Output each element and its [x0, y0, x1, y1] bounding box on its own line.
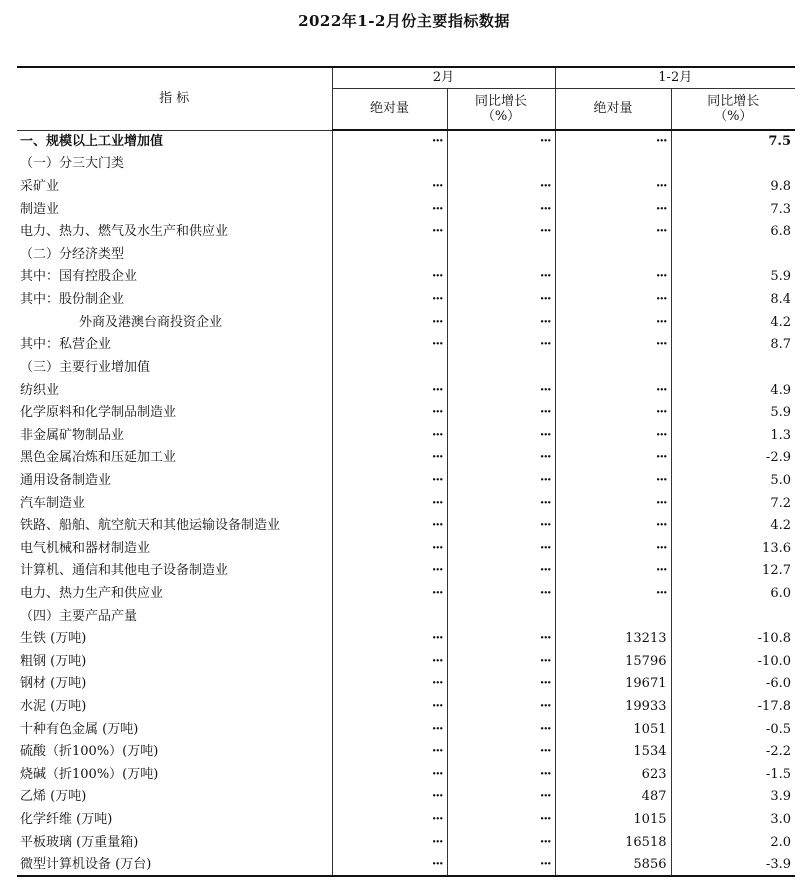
- feb-yoy-value: ···: [447, 469, 555, 492]
- indicator-label: （三）主要行业增加值: [17, 356, 332, 379]
- feb-absolute-value: ···: [332, 695, 447, 718]
- table-row: [17, 153, 795, 176]
- feb-absolute-value: ···: [332, 786, 447, 809]
- indicator-label: 外商及港澳台商投资企业: [17, 311, 332, 334]
- ytd-yoy-value: 8.7: [770, 337, 791, 353]
- table-row: [17, 582, 795, 605]
- indicator-label: 生铁 (万吨): [17, 627, 332, 650]
- ytd-yoy-value: [671, 605, 795, 628]
- indicator-label: 电力、热力生产和供应业: [17, 582, 332, 605]
- feb-absolute-header: 绝对量: [332, 88, 447, 130]
- feb-yoy-value: ···: [447, 808, 555, 831]
- indicator-label: 化学原料和化学制品制造业: [17, 401, 332, 424]
- ytd-absolute-value: ···: [555, 401, 671, 424]
- table-row: [17, 379, 795, 402]
- indicator-label: 十种有色金属 (万吨): [17, 718, 332, 741]
- ytd-yoy-value: 6.8: [770, 224, 791, 240]
- feb-absolute-value: ···: [332, 650, 447, 673]
- ytd-absolute-value: ···: [555, 220, 671, 243]
- indicator-column-header: 指 标: [17, 67, 332, 130]
- ytd-absolute-header: 绝对量: [555, 88, 671, 130]
- feb-absolute-value: ···: [332, 763, 447, 786]
- ytd-yoy-value: [671, 356, 795, 379]
- indicator-label: （二）分经济类型: [17, 243, 332, 266]
- indicator-label: 其中：股份制企业: [17, 288, 332, 311]
- ytd-yoy-value: -0.5: [765, 721, 791, 737]
- table-row: [17, 424, 795, 447]
- indicator-label: 电气机械和器材制造业: [17, 537, 332, 560]
- feb-yoy-value: ···: [447, 401, 555, 424]
- table-row: [17, 763, 795, 786]
- feb-absolute-value: ···: [332, 582, 447, 605]
- feb-yoy-value: ···: [447, 220, 555, 243]
- ytd-absolute-value: [555, 356, 671, 379]
- feb-yoy-value: ···: [447, 175, 555, 198]
- ytd-absolute-value: ···: [555, 379, 671, 402]
- ytd-yoy-value: -2.9: [765, 450, 791, 466]
- feb-absolute-value: ···: [332, 560, 447, 583]
- feb-yoy-value: [447, 605, 555, 628]
- period-header-feb: 2月: [332, 67, 555, 88]
- feb-yoy-value: ···: [447, 695, 555, 718]
- feb-absolute-value: ···: [332, 130, 447, 153]
- indicator-label: 铁路、船舶、航空航天和其他运输设备制造业: [17, 514, 332, 537]
- ytd-yoy-value: -17.8: [757, 699, 791, 715]
- feb-absolute-value: ···: [332, 175, 447, 198]
- feb-absolute-value: ···: [332, 220, 447, 243]
- table-row: [17, 560, 795, 583]
- ytd-yoy-header-line2: （%）: [714, 108, 753, 124]
- ytd-yoy-value: 2.0: [770, 834, 791, 850]
- ytd-yoy-value: 5.9: [770, 269, 791, 285]
- table-row: [17, 808, 795, 831]
- ytd-yoy-value: [671, 243, 795, 266]
- indicator-label: 微型计算机设备 (万台): [17, 854, 332, 877]
- ytd-absolute-value: 1051: [555, 718, 671, 741]
- page-title: 2022年1-2月份主要指标数据: [298, 12, 510, 30]
- ytd-yoy-value: 4.9: [770, 382, 791, 398]
- ytd-yoy-value: 5.9: [770, 405, 791, 421]
- ytd-yoy-value: 4.2: [770, 518, 791, 534]
- ytd-absolute-value: ···: [555, 175, 671, 198]
- feb-absolute-value: [332, 605, 447, 628]
- feb-absolute-value: ···: [332, 401, 447, 424]
- feb-yoy-value: ···: [447, 130, 555, 153]
- ytd-absolute-value: 19933: [555, 695, 671, 718]
- indicator-table: [17, 66, 795, 877]
- ytd-yoy-value: -10.8: [757, 631, 791, 647]
- feb-absolute-value: [332, 356, 447, 379]
- table-row: [17, 198, 795, 221]
- feb-yoy-value: ···: [447, 266, 555, 289]
- period-header-jan-feb: 1-2月: [555, 67, 795, 88]
- feb-absolute-value: ···: [332, 469, 447, 492]
- ytd-absolute-value: 5856: [555, 854, 671, 877]
- ytd-yoy-value: 12.7: [762, 563, 791, 579]
- table-row: [17, 175, 795, 198]
- ytd-yoy-value: 3.9: [770, 789, 791, 805]
- feb-yoy-value: ···: [447, 627, 555, 650]
- ytd-yoy-value: -2.2: [765, 744, 791, 760]
- table-row: [17, 627, 795, 650]
- table-row: [17, 854, 795, 877]
- ytd-absolute-value: ···: [555, 288, 671, 311]
- ytd-absolute-value: ···: [555, 514, 671, 537]
- feb-yoy-value: ···: [447, 424, 555, 447]
- ytd-absolute-value: ···: [555, 447, 671, 470]
- feb-yoy-value: ···: [447, 198, 555, 221]
- feb-yoy-value: ···: [447, 718, 555, 741]
- indicator-label: 钢材 (万吨): [17, 673, 332, 696]
- table-row: [17, 650, 795, 673]
- feb-absolute-value: ···: [332, 740, 447, 763]
- feb-absolute-value: ···: [332, 311, 447, 334]
- table-row: [17, 130, 795, 153]
- feb-yoy-value: ···: [447, 311, 555, 334]
- ytd-absolute-value: ···: [555, 537, 671, 560]
- feb-absolute-value: [332, 153, 447, 176]
- indicator-label: （一）分三大门类: [17, 153, 332, 176]
- table-row: [17, 605, 795, 628]
- feb-yoy-value: ···: [447, 650, 555, 673]
- ytd-absolute-value: 1015: [555, 808, 671, 831]
- feb-yoy-value: [447, 356, 555, 379]
- feb-yoy-header: [447, 88, 555, 130]
- ytd-absolute-value: 15796: [555, 650, 671, 673]
- indicator-label: 非金属矿物制品业: [17, 424, 332, 447]
- indicator-label: 平板玻璃 (万重量箱): [17, 831, 332, 854]
- table-row: [17, 740, 795, 763]
- feb-absolute-value: [332, 243, 447, 266]
- feb-absolute-value: ···: [332, 718, 447, 741]
- indicator-label: 其中：私营企业: [17, 333, 332, 356]
- indicator-label: 采矿业: [17, 175, 332, 198]
- ytd-yoy-value: -3.9: [671, 854, 795, 877]
- ytd-yoy-value: 4.2: [770, 314, 791, 330]
- indicator-label: 水泥 (万吨): [17, 695, 332, 718]
- ytd-absolute-value: ···: [555, 198, 671, 221]
- feb-absolute-value: ···: [332, 288, 447, 311]
- table-header: [17, 67, 795, 130]
- ytd-yoy-value: 13.6: [762, 540, 791, 556]
- ytd-yoy-value: -6.0: [765, 676, 791, 692]
- feb-yoy-value: ···: [447, 786, 555, 809]
- feb-absolute-value: ···: [332, 379, 447, 402]
- feb-yoy-value: [447, 243, 555, 266]
- feb-yoy-value: ···: [447, 447, 555, 470]
- indicator-label: 乙烯 (万吨): [17, 786, 332, 809]
- indicator-label: 化学纤维 (万吨): [17, 808, 332, 831]
- table-row: [17, 447, 795, 470]
- table-row: [17, 673, 795, 696]
- table-row: [17, 514, 795, 537]
- feb-yoy-value: [447, 153, 555, 176]
- ytd-yoy-value: 7.3: [770, 201, 791, 217]
- ytd-yoy-value: -1.5: [765, 766, 791, 782]
- ytd-absolute-value: 487: [555, 786, 671, 809]
- ytd-yoy-value: 9.8: [770, 179, 791, 195]
- ytd-absolute-value: [555, 243, 671, 266]
- indicator-label: 一、规模以上工业增加值: [17, 130, 332, 153]
- indicator-label: 粗钢 (万吨): [17, 650, 332, 673]
- indicator-label: 通用设备制造业: [17, 469, 332, 492]
- feb-absolute-value: ···: [332, 424, 447, 447]
- table-row: [17, 333, 795, 356]
- feb-absolute-value: ···: [332, 537, 447, 560]
- feb-absolute-value: ···: [332, 447, 447, 470]
- table-row: [17, 288, 795, 311]
- ytd-yoy-value: 3.0: [770, 812, 791, 828]
- table-row: [17, 311, 795, 334]
- ytd-absolute-value: 623: [555, 763, 671, 786]
- feb-absolute-value: ···: [332, 627, 447, 650]
- feb-absolute-value: ···: [332, 333, 447, 356]
- ytd-absolute-value: ···: [555, 333, 671, 356]
- feb-yoy-value: ···: [447, 854, 555, 877]
- feb-absolute-value: ···: [332, 198, 447, 221]
- feb-yoy-value: ···: [447, 831, 555, 854]
- ytd-absolute-value: ···: [555, 311, 671, 334]
- ytd-absolute-value: ···: [555, 266, 671, 289]
- feb-yoy-value: ···: [447, 379, 555, 402]
- ytd-absolute-value: [555, 153, 671, 176]
- indicator-label: 电力、热力、燃气及水生产和供应业: [17, 220, 332, 243]
- feb-yoy-value: ···: [447, 333, 555, 356]
- indicator-label: 纺织业: [17, 379, 332, 402]
- indicator-label: 硫酸（折100%）(万吨): [17, 740, 332, 763]
- table-row: [17, 786, 795, 809]
- indicator-label: 烧碱（折100%）(万吨): [17, 763, 332, 786]
- indicator-label: 其中：国有控股企业: [17, 266, 332, 289]
- table-body: [17, 130, 795, 876]
- indicator-label: 制造业: [17, 198, 332, 221]
- table-row: [17, 356, 795, 379]
- feb-absolute-value: ···: [332, 808, 447, 831]
- feb-absolute-value: ···: [332, 831, 447, 854]
- table-row: [17, 401, 795, 424]
- feb-absolute-value: ···: [332, 514, 447, 537]
- ytd-yoy-value: -10.0: [757, 653, 791, 669]
- table-row: [17, 537, 795, 560]
- ytd-absolute-value: 19671: [555, 673, 671, 696]
- feb-absolute-value: ···: [332, 266, 447, 289]
- ytd-absolute-value: 16518: [555, 831, 671, 854]
- table-row: [17, 469, 795, 492]
- table-row: [17, 492, 795, 515]
- feb-yoy-header-line1: 同比增长: [474, 93, 527, 109]
- ytd-yoy-value: 8.4: [770, 292, 791, 308]
- feb-yoy-value: ···: [447, 288, 555, 311]
- table-row: [17, 718, 795, 741]
- ytd-absolute-value: ···: [555, 469, 671, 492]
- ytd-yoy-value: [671, 153, 795, 176]
- ytd-absolute-value: 1534: [555, 740, 671, 763]
- feb-yoy-value: ···: [447, 673, 555, 696]
- table-row: [17, 220, 795, 243]
- feb-yoy-value: ···: [447, 537, 555, 560]
- ytd-yoy-value: 7.5: [768, 134, 791, 150]
- ytd-absolute-value: 13213: [555, 627, 671, 650]
- indicator-label: 计算机、通信和其他电子设备制造业: [17, 560, 332, 583]
- feb-absolute-value: ···: [332, 673, 447, 696]
- ytd-yoy-value: 7.2: [770, 495, 791, 511]
- feb-absolute-value: ···: [332, 492, 447, 515]
- ytd-absolute-value: ···: [555, 560, 671, 583]
- ytd-absolute-value: ···: [555, 582, 671, 605]
- ytd-yoy-header-line1: 同比增长: [707, 93, 760, 109]
- feb-yoy-value: ···: [447, 582, 555, 605]
- ytd-yoy-value: 1.3: [770, 427, 791, 443]
- table-row: [17, 266, 795, 289]
- indicator-label: （四）主要产品产量: [17, 605, 332, 628]
- feb-absolute-value: ···: [332, 854, 447, 877]
- table-row: [17, 695, 795, 718]
- feb-yoy-header-line2: （%）: [481, 108, 521, 124]
- ytd-yoy-header: [671, 88, 795, 130]
- table-row: [17, 831, 795, 854]
- ytd-absolute-value: ···: [555, 130, 671, 153]
- feb-yoy-value: ···: [447, 560, 555, 583]
- indicator-label: 黑色金属冶炼和压延加工业: [17, 447, 332, 470]
- ytd-absolute-value: ···: [555, 492, 671, 515]
- ytd-yoy-value: 5.0: [770, 472, 791, 488]
- feb-yoy-value: ···: [447, 492, 555, 515]
- feb-yoy-value: ···: [447, 514, 555, 537]
- ytd-absolute-value: ···: [555, 424, 671, 447]
- feb-yoy-value: ···: [447, 763, 555, 786]
- table-row: [17, 243, 795, 266]
- indicator-label: 汽车制造业: [17, 492, 332, 515]
- ytd-absolute-value: [555, 605, 671, 628]
- feb-yoy-value: ···: [447, 740, 555, 763]
- ytd-yoy-value: 6.0: [770, 585, 791, 601]
